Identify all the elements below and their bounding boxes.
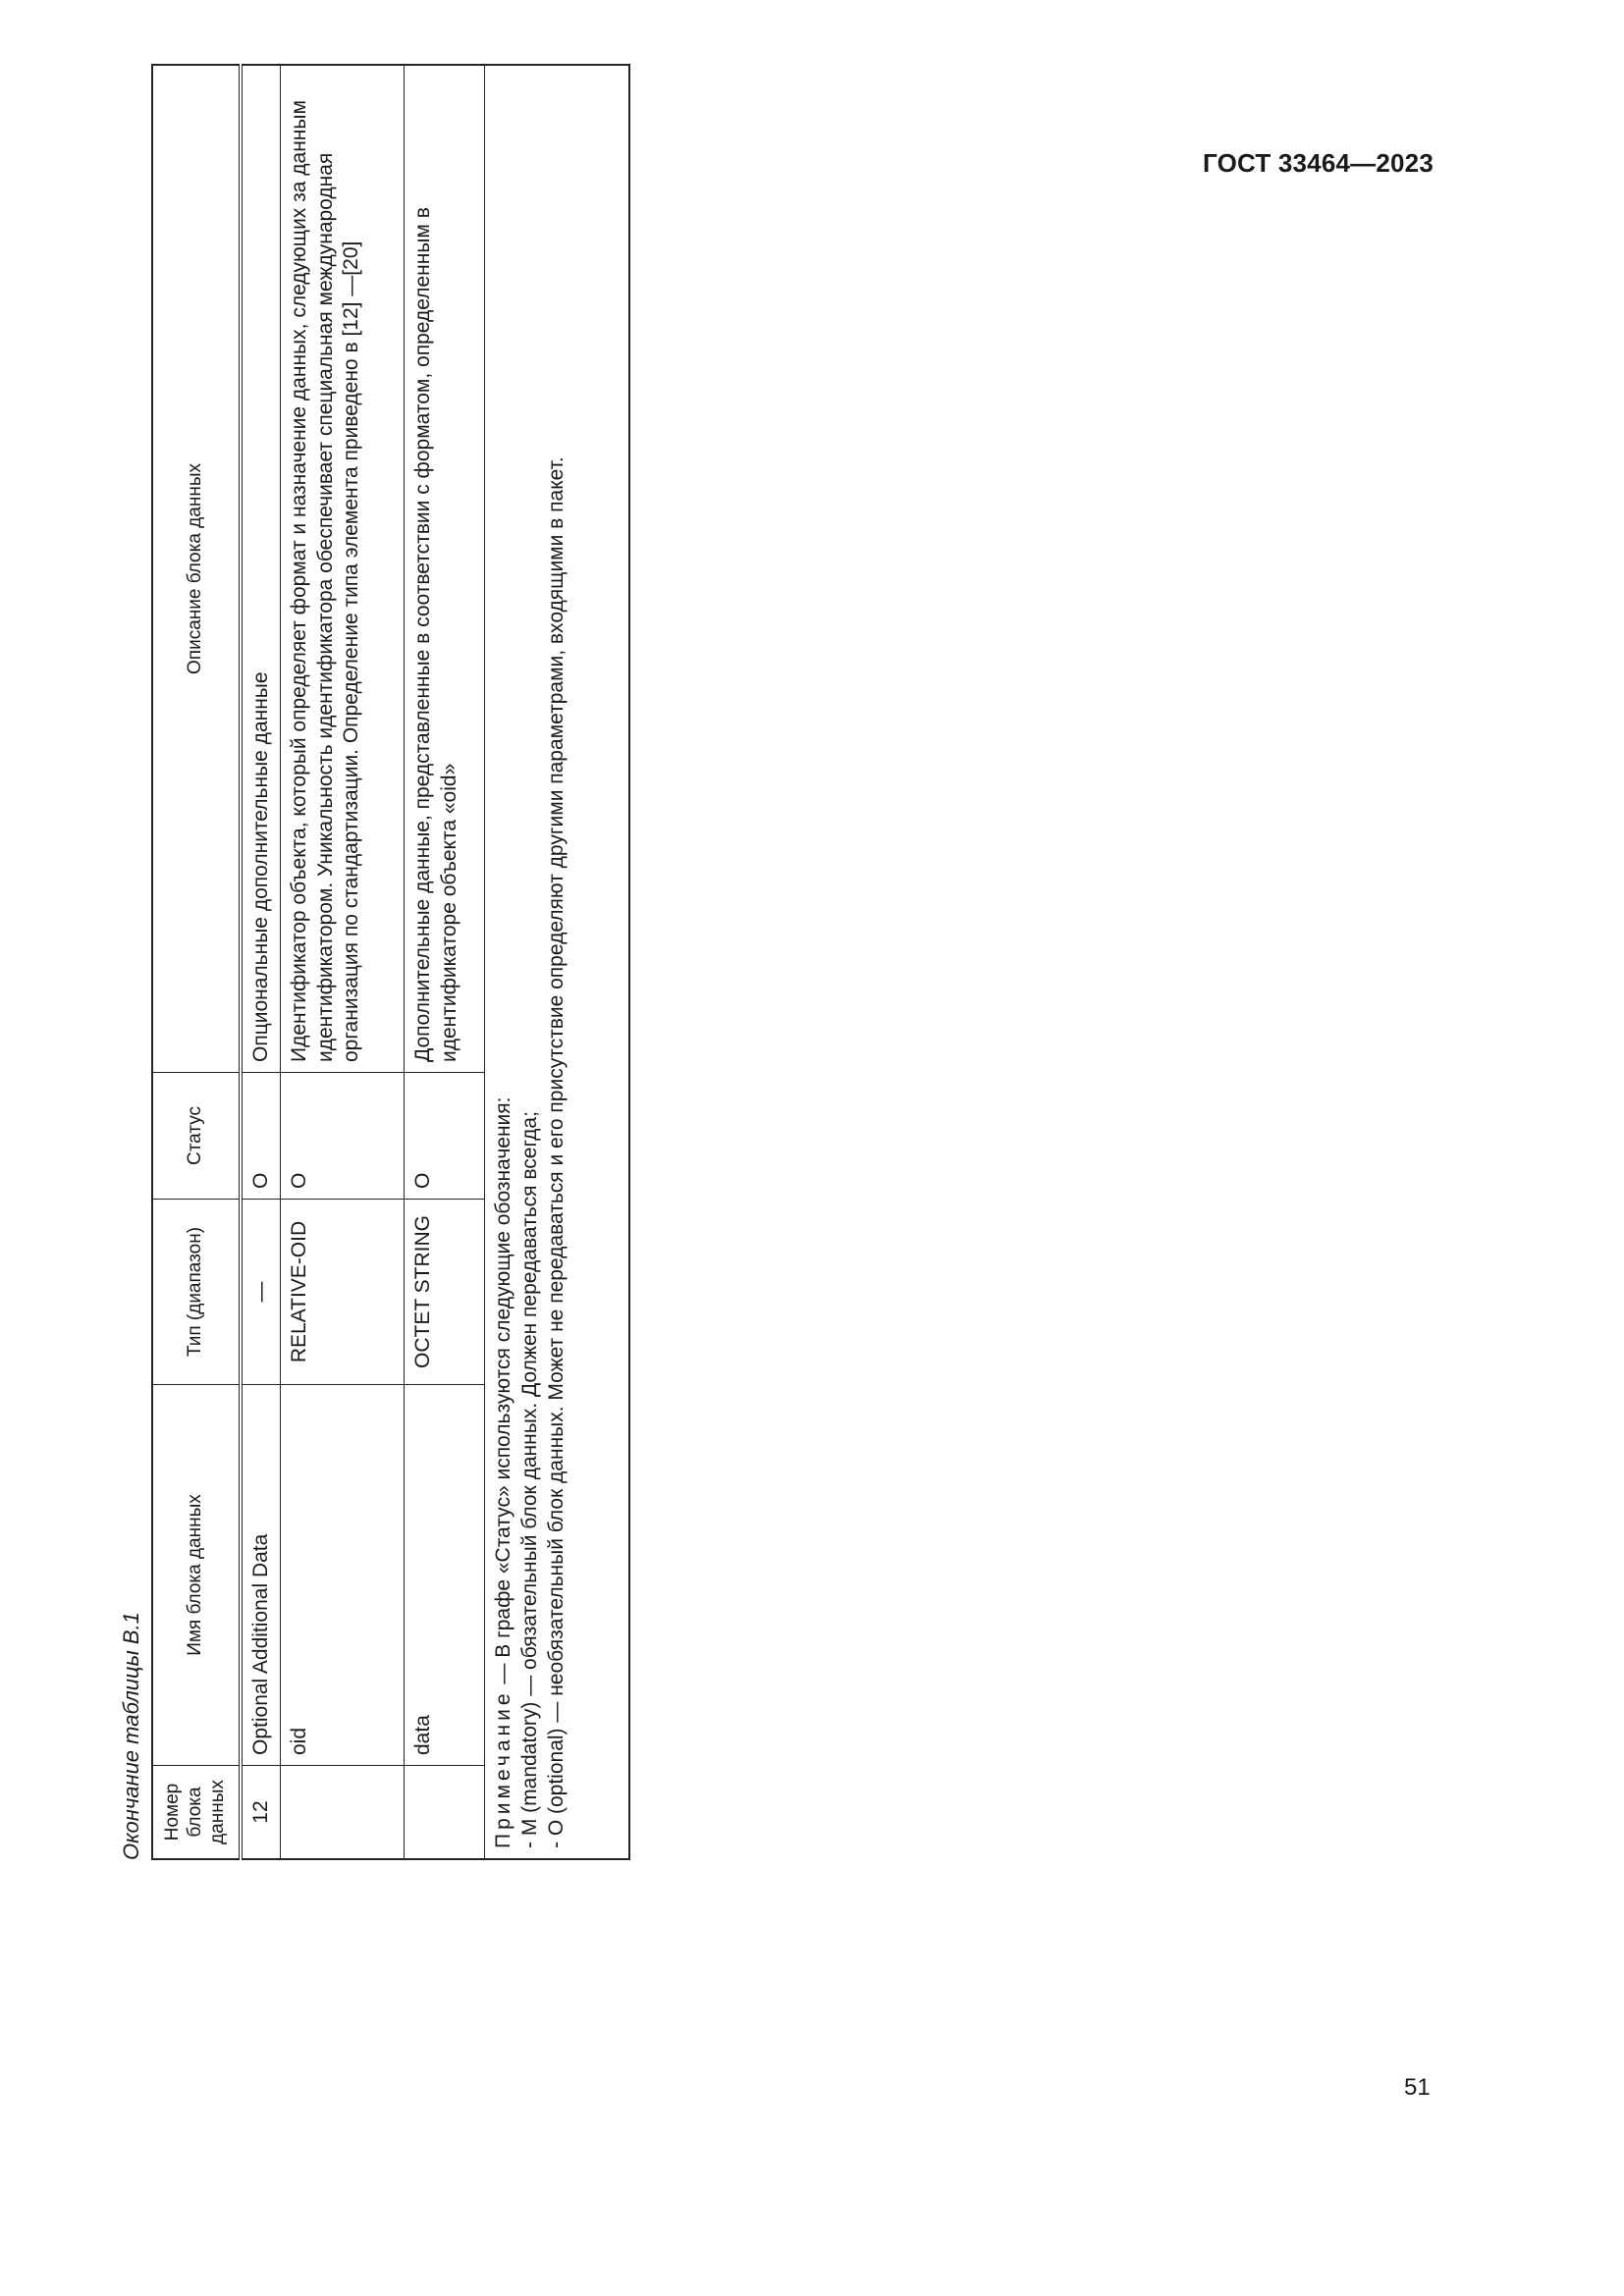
cell-description: Дополнительные данные, представленные в соответствии с форматом, определенным в идентификаторе объекта «oid» [405,65,485,1073]
data-table [151,64,630,1860]
cell-type: OCTET STRING [405,1200,485,1385]
cell-name: oid [281,1385,405,1766]
header-name: Имя блока данных [152,1385,241,1766]
rotated-table-block [112,64,666,1894]
note-line-optional: - O (optional) — необязательный блок данных. Может не передаваться и его присутствие определяют другими параметрами, входящими в пакет. [544,456,568,1848]
cell-number: 12 [241,1766,281,1860]
cell-name: Optional Additional Data [241,1385,281,1766]
header-status: Статус [152,1073,241,1200]
table-note [485,65,629,1859]
table-header-row [152,65,241,1859]
header-number: Номер блока данных [152,1766,241,1860]
note-line-mandatory: - M (mandatory) — обязательный блок данных. Должен передаваться всегда; [517,1111,541,1848]
cell-status: O [241,1073,281,1200]
note-label: Примечание [492,1689,515,1848]
table-caption: Окончание таблицы В.1 [119,1612,143,1860]
table-row [281,65,405,1859]
cell-description: Идентификатор объекта, который определяет формат и назначение данных, следующих за данным идентификатором. Уникальность идентификатора обеспечивает специальная международная организация по стандартизации. Определение типа элемента приведено в [12] —[20] [281,65,405,1073]
cell-type: — [241,1200,281,1385]
cell-number [281,1766,405,1860]
cell-status: O [405,1073,485,1200]
note-first-line [491,76,517,1848]
cell-description: Опциональные дополнительные данные [241,65,281,1073]
cell-number [405,1766,485,1860]
table-row [405,65,485,1859]
cell-name: data [405,1385,485,1766]
header-type: Тип (диапазон) [152,1200,241,1385]
header-description: Описание блока данных [152,65,241,1073]
table-note-row [485,65,629,1859]
cell-status: O [281,1073,405,1200]
table-row [241,65,281,1859]
note-intro: — В графе «Статус» используются следующие обозначения: [492,1096,515,1690]
page-number: 51 [1404,2074,1431,2101]
standard-code: ГОСТ 33464—2023 [1203,148,1434,178]
cell-type: RELATIVE-OID [281,1200,405,1385]
